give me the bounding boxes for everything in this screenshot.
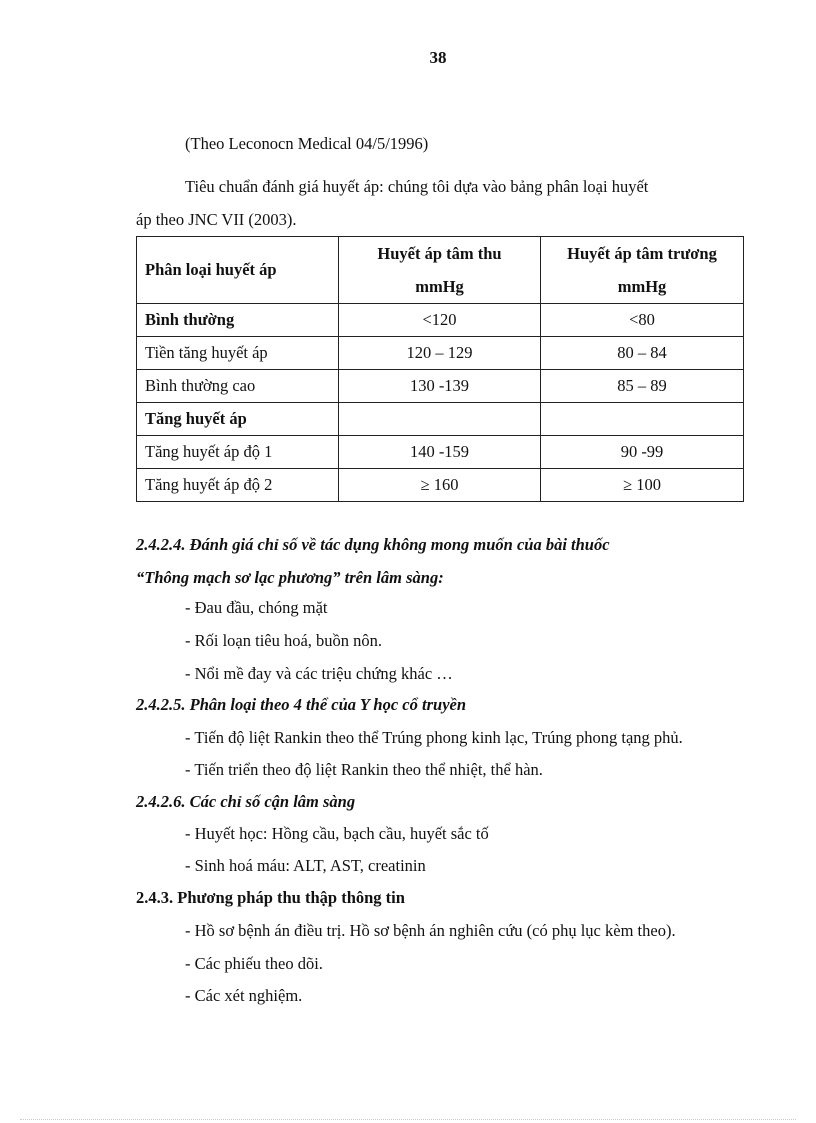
list-item: - Nổi mề đay và các triệu chứng khác … xyxy=(185,664,453,683)
row-label: Tiền tăng huyết áp xyxy=(137,337,339,370)
row-label: Tăng huyết áp xyxy=(137,403,339,436)
row-diastolic: 90 -99 xyxy=(541,436,744,469)
intro-line-1 xyxy=(136,170,738,203)
header-systolic-title: Huyết áp tâm thu xyxy=(377,244,502,263)
table-row xyxy=(137,403,744,436)
list-item: - Các xét nghiệm. xyxy=(185,986,303,1005)
header-diastolic-unit: mmHg xyxy=(617,277,667,296)
table-row xyxy=(137,337,744,370)
source-note: (Theo Leconocn Medical 04/5/1996) xyxy=(185,134,429,153)
section-2424-heading-line-2: “Thông mạch sơ lạc phương” trên lâm sàng: xyxy=(136,568,444,587)
section-2426-heading: 2.4.2.6. Các chỉ số cận lâm sàng xyxy=(136,792,356,811)
table-row xyxy=(137,304,744,337)
table-row xyxy=(137,469,744,502)
list-item: - Tiến triển theo độ liệt Rankin theo thể nhiệt, thể hàn. xyxy=(185,760,543,779)
header-classification: Phân loại huyết áp xyxy=(137,237,339,304)
list-item: - Các phiếu theo dõi. xyxy=(185,954,323,973)
row-diastolic: ≥ 100 xyxy=(541,469,744,502)
row-systolic xyxy=(339,403,541,436)
list-item: - Đau đầu, chóng mặt xyxy=(185,598,328,617)
section-2424-heading xyxy=(136,528,738,594)
page-number: 38 xyxy=(429,48,447,67)
row-systolic: 130 -139 xyxy=(339,370,541,403)
row-systolic: ≥ 160 xyxy=(339,469,541,502)
row-diastolic xyxy=(541,403,744,436)
list-item: - Huyết học: Hồng cầu, bạch cầu, huyết sắc tố xyxy=(185,824,489,843)
list-item: - Rối loạn tiêu hoá, buồn nôn. xyxy=(185,631,383,650)
row-diastolic: <80 xyxy=(541,304,744,337)
row-systolic: <120 xyxy=(339,304,541,337)
row-label: Bình thường cao xyxy=(137,370,339,403)
header-systolic-unit: mmHg xyxy=(415,277,464,296)
list-item: - Tiến độ liệt Rankin theo thể Trúng phong kinh lạc, Trúng phong tạng phủ. xyxy=(185,728,683,747)
table-row xyxy=(137,370,744,403)
row-label: Tăng huyết áp độ 1 xyxy=(137,436,339,469)
row-diastolic: 80 – 84 xyxy=(541,337,744,370)
intro-line-2: áp theo JNC VII (2003). xyxy=(136,210,297,229)
row-diastolic: 85 – 89 xyxy=(541,370,744,403)
header-diastolic xyxy=(541,237,744,304)
list-item: - Hồ sơ bệnh án điều trị. Hồ sơ bệnh án nghiên cứu (có phụ lục kèm theo). xyxy=(185,921,676,940)
intro-paragraph xyxy=(136,170,738,236)
header-systolic xyxy=(339,237,541,304)
row-systolic: 140 -159 xyxy=(339,436,541,469)
section-243-heading: 2.4.3. Phương pháp thu thập thông tin xyxy=(136,888,405,907)
intro-line-1-text: Tiêu chuẩn đánh giá huyết áp: chúng tôi dựa vào bảng phân loại huyết xyxy=(185,177,649,196)
row-systolic: 120 – 129 xyxy=(339,337,541,370)
section-2425-heading: 2.4.2.5. Phân loại theo 4 thể của Y học cổ truyền xyxy=(136,695,467,714)
list-item: - Sinh hoá máu: ALT, AST, creatinin xyxy=(185,856,426,875)
row-label: Bình thường xyxy=(137,304,339,337)
table-row xyxy=(137,436,744,469)
section-2424-heading-line-1: 2.4.2.4. Đánh giá chỉ số về tác dụng không mong muốn của bài thuốc xyxy=(136,535,610,554)
blood-pressure-table xyxy=(136,236,744,502)
table-header-row xyxy=(137,237,744,304)
page-bottom-divider xyxy=(20,1119,796,1120)
header-diastolic-title: Huyết áp tâm trương xyxy=(567,244,717,263)
row-label: Tăng huyết áp độ 2 xyxy=(137,469,339,502)
